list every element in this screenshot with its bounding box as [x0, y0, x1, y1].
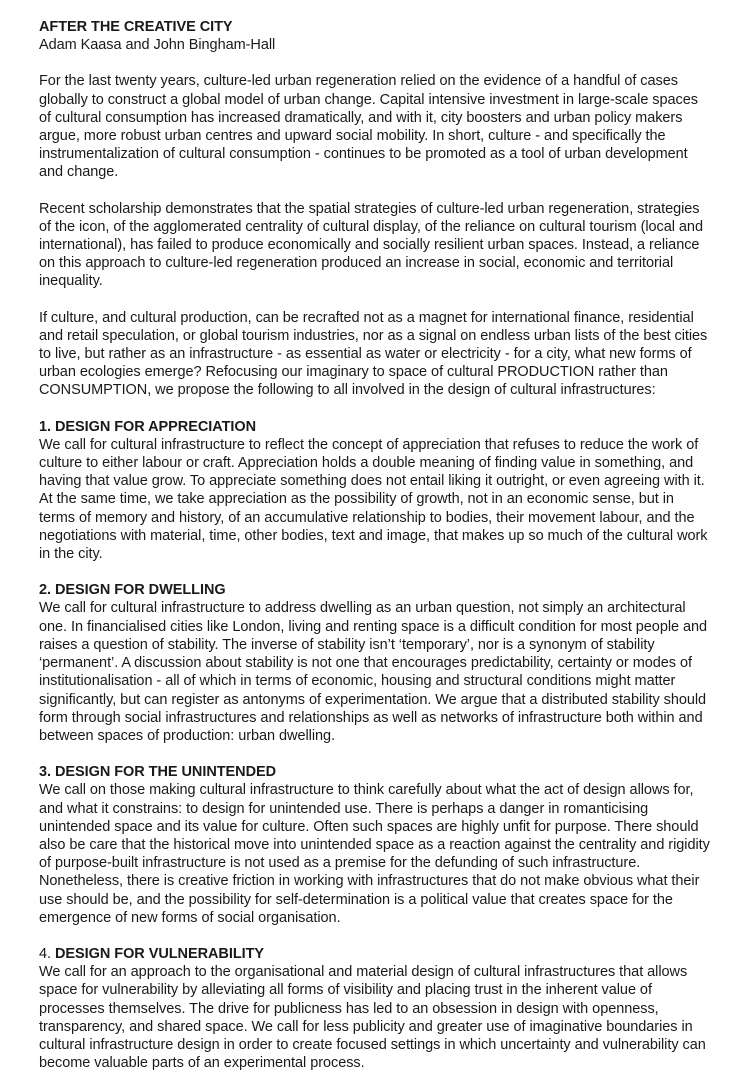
section-heading-text: DESIGN FOR VULNERABILITY	[54, 945, 265, 962]
section-heading-appreciation: 1. DESIGN FOR APPRECIATION	[39, 418, 257, 435]
section-number: 4.	[39, 945, 55, 962]
section-body-appreciation: We call for cultural infrastructure to reflect the concept of appreciation that refuses to reduce the work of culture to either labour or craft. Appreciation holds a double meaning of finding value in something, and having that value grow. To appreciate something does not entail liking it outright, or even agreeing with it. At the same time, we take appreciation as the possibility of growth, not in an economic sense, but in terms of memory and history, of an accumulative relationship to bodies, their movement labour, and the negotiations with material, time, other bodies, text and image, that makes up so much of the cultural work in the city.	[39, 436, 708, 563]
intro-paragraph: If culture, and cultural production, can be recrafted not as a magnet for international finance, residential and retail speculation, or global tourism industries, nor as a signal on endless urban lists of the best cities to live, but rather as an infrastructure - as essential as water or electricity - for a city, what new forms of urban ecologies emerge? Refocusing our imaginary to space of cultural PRODUCTION rather than CONSUMPTION, we propose the following to all involved in the design of cultural infrastructures:	[39, 309, 708, 399]
section-heading-vulnerability	[39, 945, 711, 963]
section-heading-dwelling: 2. DESIGN FOR DWELLING	[39, 582, 226, 599]
document-title: AFTER THE CREATIVE CITY	[39, 19, 233, 35]
document-authors: Adam Kaasa and John Bingham-Hall	[39, 37, 276, 54]
intro-paragraph: For the last twenty years, culture-led urban regeneration relied on the evidence of a handful of cases globally to construct a global model of urban change. Capital intensive investment in large-scale spaces of cultural consumption has increased dramatically, and with it, city boosters and urban policy makers argue, more robust urban centres and upward social mobility. In short, culture - and specifically the instrumentalization of cultural consumption - continues to be promoted as a tool of urban development and change.	[39, 73, 698, 181]
section-body-unintended: We call on those making cultural infrastructure to think carefully about what the act of design allows for, and what it constrains: to design for unintended use. There is perhaps a danger in romanticising unintended space and its value for culture. Often such spaces are highly unfit for purpose. There should also be care that the historical move into unintended space as a reaction against the centrality and rigidity of purpose-built infrastructure is not used as a premise for the defunding of such infrastructure. Nonetheless, there is creative friction in working with infrastructures that do not make obvious what their use should be, and the possibility for self-determination is a political value that creates space for the emergence of new forms of social organisation.	[39, 782, 710, 926]
intro-paragraph: Recent scholarship demonstrates that the spatial strategies of culture-led urban regeneration, strategies of the icon, of the agglomerated centrality of cultural display, of the reliance on cultural tourism (local and international), has failed to produce economically and socially resilient urban spaces. Instead, a reliance on this approach to culture-led regeneration produced an increase in social, economic and territorial inequality.	[39, 200, 703, 290]
section-body-dwelling: We call for cultural infrastructure to address dwelling as an urban question, not simply an architectural one. In financialised cities like London, living and renting space is a difficult condition for most people and raises a question of stability. The inverse of stability isn’t ‘temporary’, nor is a synonym of stability ‘permanent’. A discussion about stability is not one that encourages predictability, certainty or modes of institutionalisation - all of which in terms of economic, housing and structural conditions might matter significantly, but can register as antonyms of experimentation. We argue that a distributed stability should form through social infrastructures and relationships as well as networks of infrastructure both within and between spaces of production: urban dwelling.	[39, 600, 708, 744]
section-heading-unintended: 3. DESIGN FOR THE UNINTENDED	[39, 764, 277, 781]
section-body-vulnerability: We call for an approach to the organisational and material design of cultural infrastructures that allows space for vulnerability by alleviating all forms of visibility and placing trust in the inherent value of processes themselves. The drive for publicness has led to an obsession in design with openness, transparency, and shared space. We call for less publicity and greater use of imaginative boundaries in cultural infrastructure design in order to create focused settings in which uncertainty and vulnerability can become valuable parts of an experimental process.	[39, 964, 706, 1072]
